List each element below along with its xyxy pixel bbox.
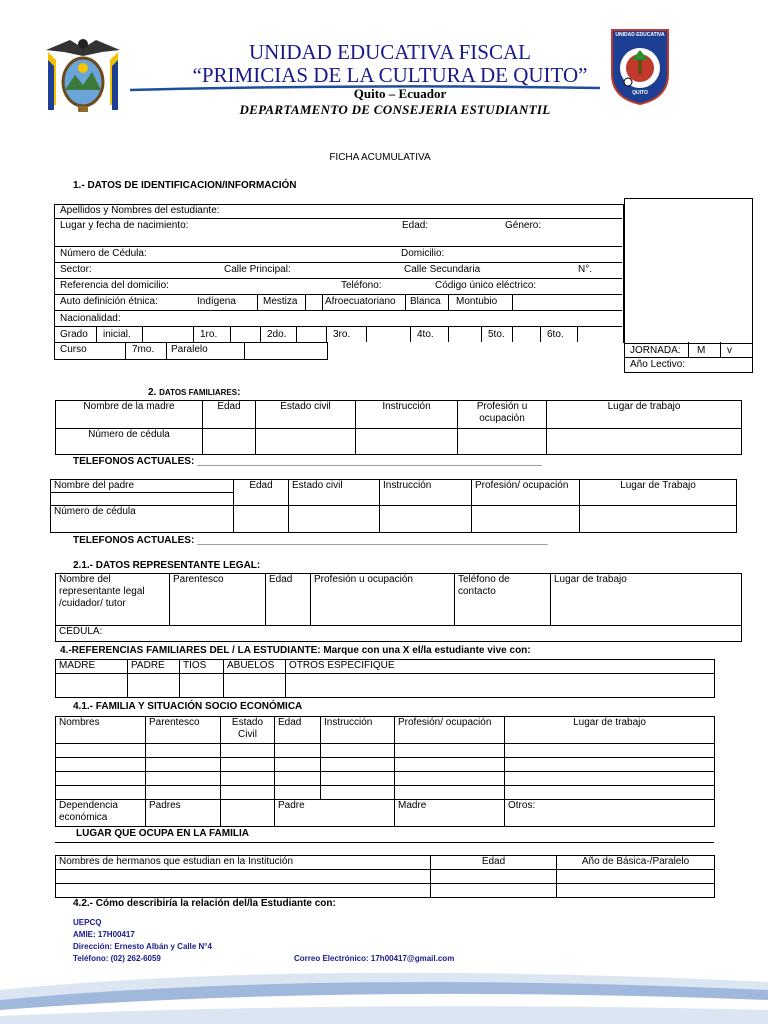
field-etnica: Auto definición étnica: bbox=[60, 296, 158, 307]
grado-option[interactable]: 4to. bbox=[417, 329, 434, 340]
dependencia-madre[interactable]: Madre bbox=[395, 800, 505, 827]
s1-vrule bbox=[142, 326, 143, 342]
madre-header: Estado civil bbox=[256, 401, 356, 429]
s1-vrule bbox=[405, 294, 406, 310]
field-sector[interactable]: Sector: bbox=[60, 264, 92, 275]
s1-vrule bbox=[96, 326, 97, 342]
jornada-m[interactable]: M bbox=[697, 345, 706, 356]
s1-rule bbox=[54, 310, 622, 311]
vive-con-cell[interactable] bbox=[56, 674, 128, 698]
madre-header: Edad bbox=[203, 401, 256, 429]
curso-label: Curso bbox=[60, 344, 87, 355]
telefonos-padre[interactable]: TELEFONOS ACTUALES: _______________________________________________________________ bbox=[73, 535, 548, 546]
section21-title: 2.1.- DATOS REPRESENTANTE LEGAL: bbox=[73, 560, 261, 571]
madre-cell[interactable] bbox=[547, 429, 742, 455]
vive-con-option[interactable]: TÍOS bbox=[180, 660, 224, 674]
crest-text-bottom: QUITO bbox=[632, 90, 648, 96]
madre-header: Instrucción bbox=[356, 401, 458, 429]
photo-box bbox=[624, 198, 753, 344]
padre-header: Nombre del padre bbox=[51, 480, 234, 493]
hermanos-row[interactable] bbox=[56, 884, 715, 898]
jornada-vrule bbox=[688, 342, 689, 357]
s1-rule bbox=[54, 246, 622, 247]
familia-row[interactable] bbox=[56, 744, 715, 758]
field-calle-secundaria[interactable]: Calle Secundaria bbox=[404, 264, 481, 275]
familia-header: Parentesco bbox=[146, 717, 221, 744]
familia-row[interactable] bbox=[56, 786, 715, 800]
s1-vrule bbox=[166, 342, 167, 359]
field-lugar-fecha[interactable]: Lugar y fecha de nacimiento: bbox=[60, 220, 189, 231]
footer-telefono: Teléfono: (02) 262-6059 bbox=[73, 954, 161, 963]
grado-option[interactable]: inicial. bbox=[103, 329, 131, 340]
grado-label: Grado bbox=[60, 329, 88, 340]
vive-con-option[interactable]: OTROS ESPECIFIQUE bbox=[286, 660, 715, 674]
representante-table bbox=[55, 573, 742, 642]
field-apellidos[interactable]: Apellidos y Nombres del estudiante: bbox=[60, 205, 220, 216]
padre-table bbox=[50, 479, 737, 533]
s1-vrule bbox=[366, 326, 367, 342]
section2-title bbox=[148, 387, 240, 399]
s1-vrule bbox=[257, 294, 258, 310]
madre-cell[interactable] bbox=[203, 429, 256, 455]
vive-con-cell[interactable] bbox=[128, 674, 180, 698]
jornada-v[interactable]: v bbox=[727, 345, 732, 356]
curso-option[interactable]: 7mo. bbox=[132, 344, 155, 355]
familia-header: Lugar de trabajo bbox=[505, 717, 715, 744]
footer-org: UEPCQ bbox=[73, 918, 102, 927]
padre-cell[interactable] bbox=[289, 506, 380, 533]
footer-swoosh bbox=[0, 960, 768, 1024]
familia-header: Nombres bbox=[56, 717, 146, 744]
field-domicilio[interactable]: Domicilio: bbox=[401, 248, 445, 259]
representante-header: Nombre del representante legal /cuidador/ tutor bbox=[56, 574, 170, 626]
s1-vrule bbox=[512, 326, 513, 342]
field-genero[interactable]: Género: bbox=[505, 220, 542, 231]
s1-vrule bbox=[244, 342, 245, 359]
vive-con-option[interactable]: ABUELOS bbox=[224, 660, 286, 674]
s1-vrule bbox=[512, 294, 513, 310]
padre-cell[interactable] bbox=[380, 506, 472, 533]
padre-header: Estado civil bbox=[289, 480, 380, 506]
padre-cell[interactable] bbox=[234, 506, 289, 533]
padre-header: Instrucción bbox=[380, 480, 472, 506]
etnia-option[interactable]: Afroecuatoriano bbox=[325, 296, 396, 307]
form-title: FICHA ACUMULATIVA bbox=[329, 152, 431, 163]
grado-option[interactable]: 3ro. bbox=[333, 329, 351, 340]
s1-vrule bbox=[230, 326, 231, 342]
section1-title: 1.- DATOS DE IDENTIFICACION/INFORMACIÓN bbox=[73, 180, 297, 191]
padre-cell[interactable] bbox=[472, 506, 580, 533]
vive-con-table bbox=[55, 659, 715, 698]
familia-header: Instrucción bbox=[321, 717, 395, 744]
lugar-familia-label: LUGAR QUE OCUPA EN LA FAMILIA bbox=[76, 828, 249, 839]
familia-header: Profesión/ ocupación bbox=[395, 717, 505, 744]
department-title: DEPARTAMENTO DE CONSEJERIA ESTUDIANTIL bbox=[239, 102, 551, 117]
representante-header: Lugar de trabajo bbox=[551, 574, 742, 626]
representante-header: Edad bbox=[266, 574, 311, 626]
vive-con-cell[interactable] bbox=[224, 674, 286, 698]
footer-amie: AMIE: 17H00417 bbox=[73, 930, 135, 939]
field-cedula[interactable]: Número de Cédula: bbox=[60, 248, 147, 259]
familia-row[interactable] bbox=[56, 758, 715, 772]
vive-con-option[interactable]: PADRE bbox=[128, 660, 180, 674]
grado-option[interactable]: 1ro. bbox=[200, 329, 218, 340]
hermanos-table bbox=[55, 855, 715, 898]
jornada-rule bbox=[624, 357, 752, 358]
field-numero[interactable]: N°. bbox=[578, 264, 592, 275]
madre-cedula-label[interactable]: Número de cédula bbox=[56, 429, 203, 455]
s1-vrule bbox=[448, 326, 449, 342]
section2-colon: : bbox=[237, 387, 241, 398]
representante-header: Teléfono de contacto bbox=[455, 574, 551, 626]
hermanos-header: Nombres de hermanos que estudian en la Institución bbox=[56, 856, 431, 870]
representante-header: Parentesco bbox=[170, 574, 266, 626]
field-nacionalidad[interactable]: Nacionalidad: bbox=[60, 313, 121, 324]
field-telefono[interactable]: Teléfono: bbox=[341, 280, 382, 291]
jornada-vrule bbox=[720, 342, 721, 357]
jornada-label: JORNADA: bbox=[630, 345, 681, 356]
field-calle-principal[interactable]: Calle Principal: bbox=[224, 264, 291, 275]
school-name-line2: “PRIMICIAS DE LA CULTURA DE QUITO” bbox=[192, 63, 588, 87]
crest-text-top: UNIDAD EDUCATIVA bbox=[615, 32, 665, 38]
school-name-line1: UNIDAD EDUCATIVA FISCAL bbox=[249, 40, 531, 64]
s1-vrule bbox=[410, 326, 411, 342]
ecuador-coat-of-arms bbox=[40, 30, 126, 116]
s1-rule bbox=[54, 278, 622, 279]
madre-header: Profesión u ocupación bbox=[458, 401, 547, 429]
familia-row[interactable] bbox=[56, 772, 715, 786]
padre-header: Profesión/ ocupación bbox=[472, 480, 580, 506]
footer-correo: Correo Electrónico: 17h00417@gmail.com bbox=[294, 954, 455, 963]
field-referencia[interactable]: Referencia del domicilio: bbox=[60, 280, 169, 291]
grado-option[interactable]: 6to. bbox=[547, 329, 564, 340]
padre-cedula-label[interactable]: Número de cédula bbox=[51, 506, 234, 533]
paralelo-label[interactable]: Paralelo bbox=[171, 344, 208, 355]
vive-con-option[interactable]: MADRE bbox=[56, 660, 128, 674]
hermanos-header: Edad bbox=[431, 856, 557, 870]
s1-rule bbox=[54, 262, 622, 263]
etnia-option[interactable]: Blanca bbox=[410, 296, 441, 307]
s1-vrule bbox=[296, 326, 297, 342]
madre-table bbox=[55, 400, 742, 455]
telefonos-madre[interactable]: TELEFONOS ACTUALES: ______________________________________________________________ bbox=[73, 456, 542, 467]
representante-header: Profesión u ocupación bbox=[311, 574, 455, 626]
dependencia-otros[interactable]: Otros: bbox=[505, 800, 715, 827]
madre-header: Nombre de la madre bbox=[56, 401, 203, 429]
dependencia-padres[interactable]: Padres bbox=[146, 800, 221, 827]
dependencia-label: Dependencia económica bbox=[56, 800, 146, 827]
footer-direccion: Dirección: Ernesto Albán y Calle N°4 bbox=[73, 942, 212, 951]
familia-table bbox=[55, 716, 715, 827]
hermanos-header: Año de Básica-/Paralelo bbox=[557, 856, 715, 870]
madre-cell[interactable] bbox=[356, 429, 458, 455]
field-edad[interactable]: Edad: bbox=[402, 220, 429, 231]
s1-vrule bbox=[326, 326, 327, 342]
dependencia-padre[interactable]: Padre bbox=[275, 800, 395, 827]
padre-cell[interactable] bbox=[580, 506, 737, 533]
s1-vrule bbox=[448, 294, 449, 310]
city-line: Quito – Ecuador bbox=[353, 86, 447, 101]
s1-vrule bbox=[125, 342, 126, 359]
familia-header: Edad bbox=[275, 717, 321, 744]
field-codigo-electrico[interactable]: Código único eléctrico: bbox=[435, 280, 537, 291]
s1-vrule bbox=[260, 326, 261, 342]
s1-vrule bbox=[540, 326, 541, 342]
s1-vrule bbox=[481, 326, 482, 342]
vive-con-cell[interactable] bbox=[180, 674, 224, 698]
section2-num: 2. bbox=[148, 387, 157, 398]
section2-text: DATOS FAMILIARES bbox=[159, 388, 238, 397]
anio-lectivo[interactable]: Año Lectivo: bbox=[630, 359, 686, 370]
familia-header: Estado Civil bbox=[221, 717, 275, 744]
section4-title: 4.-REFERENCIAS FAMILIARES DEL / LA ESTUDIANTE: Marque con una X el/la estudiante vive con: bbox=[60, 645, 531, 656]
section42-title: 4.2.- Cómo describiría la relación del/la Estudiante con: bbox=[73, 898, 336, 909]
madre-cell[interactable] bbox=[458, 429, 547, 455]
dependencia-cell[interactable] bbox=[221, 800, 275, 827]
section41-title: 4.1.- FAMILIA Y SITUACIÓN SOCIO ECONÓMICA bbox=[73, 701, 303, 712]
padre-name-cell[interactable] bbox=[51, 493, 234, 506]
lugar-familia-rule bbox=[55, 842, 714, 843]
s1-vrule bbox=[193, 326, 194, 342]
padre-header: Edad bbox=[234, 480, 289, 506]
school-crest bbox=[608, 26, 672, 106]
madre-cell[interactable] bbox=[256, 429, 356, 455]
madre-header: Lugar de trabajo bbox=[547, 401, 742, 429]
grado-option[interactable]: 5to. bbox=[488, 329, 505, 340]
representante-cedula[interactable]: CÉDULA: bbox=[56, 626, 742, 642]
grado-option[interactable]: 2do. bbox=[267, 329, 287, 340]
s1-vrule bbox=[305, 294, 306, 310]
s1-vrule bbox=[322, 294, 323, 310]
etnia-option[interactable]: Montubio bbox=[456, 296, 498, 307]
etnia-option[interactable]: Indígena bbox=[197, 296, 236, 307]
hermanos-row[interactable] bbox=[56, 870, 715, 884]
s1-rule bbox=[54, 218, 622, 219]
padre-header: Lugar de Trabajo bbox=[580, 480, 737, 506]
vive-con-cell[interactable] bbox=[286, 674, 715, 698]
s1-vrule bbox=[577, 326, 578, 342]
etnia-option[interactable]: Mestiza bbox=[263, 296, 298, 307]
s1-rule bbox=[54, 326, 622, 327]
s1-rule bbox=[54, 294, 622, 295]
